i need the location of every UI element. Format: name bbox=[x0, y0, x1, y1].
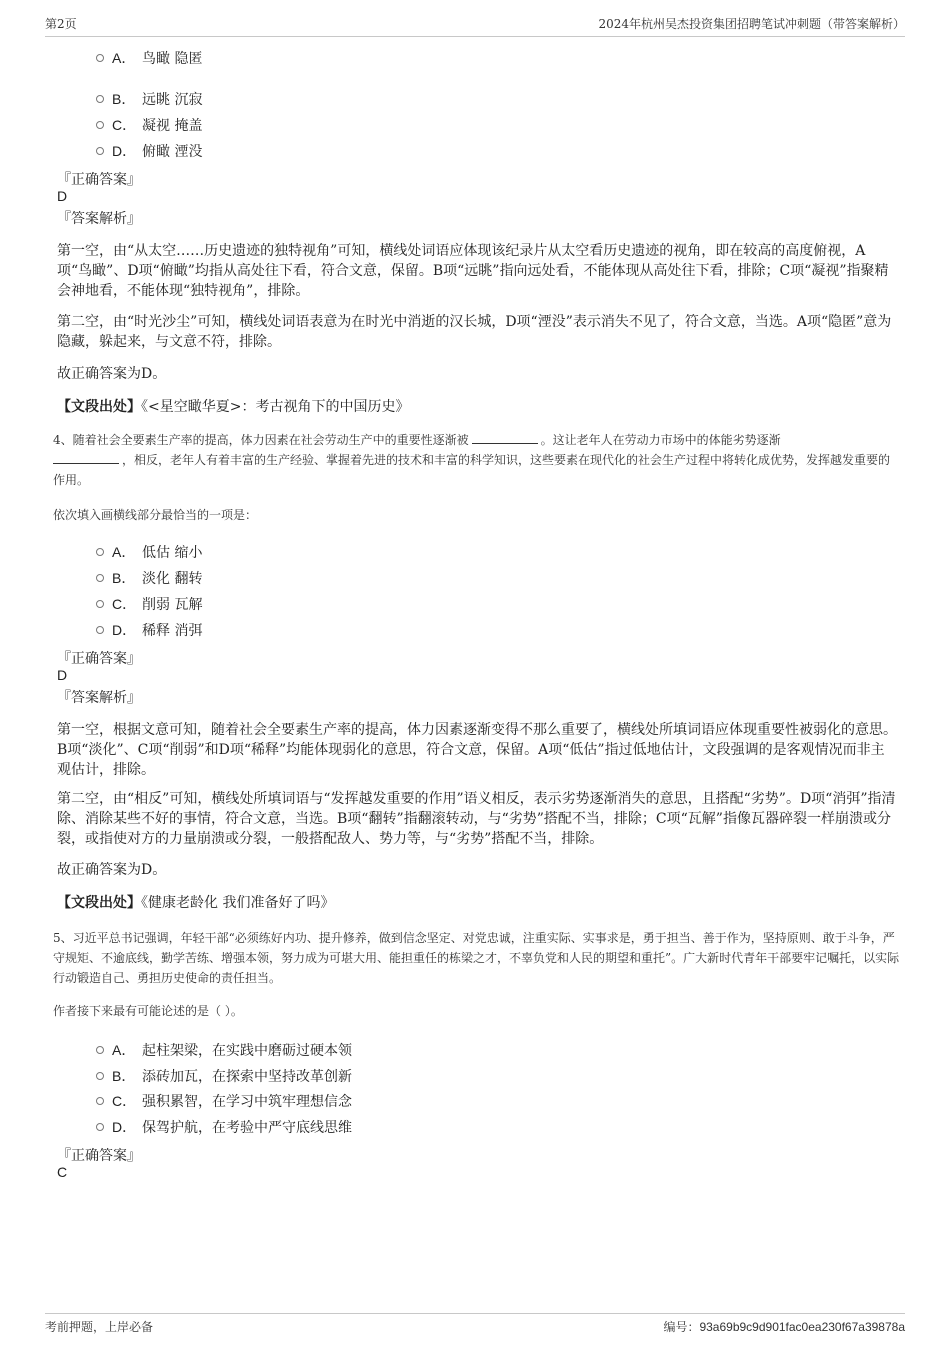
q3-analysis-label: 『答案解析』 bbox=[57, 211, 141, 227]
q4-option-c[interactable]: C． 削弱 瓦解 bbox=[96, 594, 202, 614]
footer-slogan: 考前押题，上岸必备 bbox=[45, 1320, 154, 1334]
q4-answer: D bbox=[57, 667, 68, 683]
q5-option-b[interactable]: B． 添砖加瓦，在探索中坚持改革创新 bbox=[96, 1066, 352, 1086]
blank-line bbox=[53, 451, 119, 464]
q3-analysis-1: 第一空，由“从太空……历史遗迹的独特视角”可知，横线处词语应体现该纪录片从太空看历史遗迹的视角，即在较高的高度俯视，A项“鸟瞰”、D项“俯瞰”均指从高处往下看，符合文意，保留。B项“远眺”指向远处看，不能体现从高处往下看，排除；C项“凝视”指聚精会神地看，不能体现“独特视角”，排除。 bbox=[57, 243, 889, 299]
q5-answer: C bbox=[57, 1164, 68, 1180]
document-code: 编号：93a69b9c9d901fac0ea230f67a39878a bbox=[663, 1320, 905, 1334]
q3-option-a[interactable]: A． 鸟瞰 隐匿 bbox=[96, 48, 202, 68]
q5-option-d[interactable]: D． 保驾护航，在考验中严守底线思维 bbox=[96, 1117, 352, 1137]
q3-option-c[interactable]: C． 凝视 掩盖 bbox=[96, 115, 202, 135]
option-text: 强积累智，在学习中筑牢理想信念 bbox=[142, 1094, 352, 1110]
q5-prompt: 作者接下来最有可能论述的是（ ）。 bbox=[53, 1004, 243, 1018]
radio-icon[interactable] bbox=[96, 1097, 104, 1105]
radio-icon[interactable] bbox=[96, 95, 104, 103]
option-text: 稀释 消弭 bbox=[142, 623, 203, 639]
q4-stem: 4、随着社会全要素生产率的提高，体力因素在社会劳动生产中的重要性逐渐被 。这让老年人在劳动力市场中的体能劣势逐渐 ，相反，老年人有着丰富的生产经验、掌握着先进的技术和丰富的科学知识，这些要素在现代化的社会生产过程中将转化成优势，发挥越发重要的作用。 bbox=[53, 433, 891, 487]
radio-icon[interactable] bbox=[96, 1046, 104, 1054]
blank-line bbox=[472, 431, 538, 444]
q4-analysis-1: 第一空，根据文意可知，随着社会全要素生产率的提高，体力因素逐渐变得不那么重要了，横线处所填词语应体现重要性被弱化的意思。B项“淡化”、C项“削弱”和D项“稀释”均能体现弱化的意思，符合文意，保留。A项“低估”指过低地估计，文段强调的是客观情况而非主观估计，排除。 bbox=[57, 722, 897, 778]
q5-option-c[interactable]: C． 强积累智，在学习中筑牢理想信念 bbox=[96, 1091, 352, 1111]
option-text: 保驾护航，在考验中严守底线思维 bbox=[142, 1120, 352, 1136]
radio-icon[interactable] bbox=[96, 121, 104, 129]
radio-icon[interactable] bbox=[96, 548, 104, 556]
q4-analysis-label: 『答案解析』 bbox=[57, 690, 141, 706]
q3-option-d[interactable]: D． 俯瞰 湮没 bbox=[96, 141, 202, 161]
radio-icon[interactable] bbox=[96, 1123, 104, 1131]
radio-icon[interactable] bbox=[96, 147, 104, 155]
radio-icon[interactable] bbox=[96, 1072, 104, 1080]
q3-option-b[interactable]: B． 远眺 沉寂 bbox=[96, 89, 202, 109]
q5-answer-label: 『正确答案』 bbox=[57, 1148, 141, 1164]
option-text: 低估 缩小 bbox=[142, 545, 203, 561]
document-title: 2024年杭州吴杰投资集团招聘笔试冲刺题（带答案解析） bbox=[598, 17, 905, 31]
q3-answer: D bbox=[57, 188, 68, 204]
q4-prompt: 依次填入画横线部分最恰当的一项是： bbox=[53, 508, 258, 522]
page-header bbox=[45, 15, 905, 37]
q4-analysis-2: 第二空，由“相反”可知，横线处所填词语与“发挥越发重要的作用”语义相反，表示劣势逐渐消失的意思，且搭配“劣势”。D项“消弭”指清除、消除某些不好的事情，符合文意，当选。B项“翻转”指翻滚转动，与“劣势”搭配不当，排除；C项“瓦解”指像瓦器碎裂一样崩溃或分裂，或指使对方的力量崩溃或分裂，一般搭配敌人、势力等，与“劣势”搭配不当，排除。 bbox=[57, 791, 896, 847]
option-text: 削弱 瓦解 bbox=[142, 597, 203, 613]
q4-source: 【文段出处】《健康老龄化 我们准备好了吗》 bbox=[57, 895, 335, 911]
q4-option-b[interactable]: B． 淡化 翻转 bbox=[96, 568, 202, 588]
option-text: 俯瞰 湮没 bbox=[142, 144, 203, 160]
page-number: 第2页 bbox=[45, 17, 77, 31]
radio-icon[interactable] bbox=[96, 600, 104, 608]
q5-option-a[interactable]: A． 起柱架梁，在实践中磨砺过硬本领 bbox=[96, 1040, 352, 1060]
option-text: 凝视 掩盖 bbox=[142, 118, 203, 134]
q4-option-d[interactable]: D． 稀释 消弭 bbox=[96, 620, 202, 640]
radio-icon[interactable] bbox=[96, 54, 104, 62]
option-text: 淡化 翻转 bbox=[142, 571, 203, 587]
option-text: 起柱架梁，在实践中磨砺过硬本领 bbox=[142, 1043, 352, 1059]
option-text: 鸟瞰 隐匿 bbox=[142, 51, 203, 67]
radio-icon[interactable] bbox=[96, 574, 104, 582]
q3-analysis-2: 第二空，由“时光沙尘”可知，横线处词语表意为在时光中消逝的汉长城，D项“湮没”表示消失不见了，符合文意，当选。A项“隐匿”意为隐藏，躲起来，与文意不符，排除。 bbox=[57, 314, 892, 350]
option-text: 远眺 沉寂 bbox=[142, 92, 203, 108]
q3-answer-label: 『正确答案』 bbox=[57, 172, 141, 188]
q4-analysis-3: 故正确答案为D。 bbox=[57, 862, 167, 878]
q3-analysis-3: 故正确答案为D。 bbox=[57, 366, 167, 382]
page-footer bbox=[45, 1313, 905, 1335]
q4-answer-label: 『正确答案』 bbox=[57, 651, 141, 667]
radio-icon[interactable] bbox=[96, 626, 104, 634]
q4-option-a[interactable]: A． 低估 缩小 bbox=[96, 542, 202, 562]
q5-stem: 5、习近平总书记强调，年轻干部“必须练好内功、提升修养，做到信念坚定、对党忠诚，注重实际、实事求是，勇于担当、善于作为，坚持原则、敢于斗争，严守规矩、不逾底线，勤学苦练、增强本领，努力成为可堪大用、能担重任的栋梁之才，不辜负党和人民的期望和重托”。广大新时代青年干部要牢记嘱托，以实际行动锻造自己、勇担历史使命的责任担当。 bbox=[53, 931, 900, 985]
option-text: 添砖加瓦，在探索中坚持改革创新 bbox=[142, 1069, 352, 1085]
q3-source: 【文段出处】《<星空瞰华夏>：考古视角下的中国历史》 bbox=[57, 399, 410, 415]
